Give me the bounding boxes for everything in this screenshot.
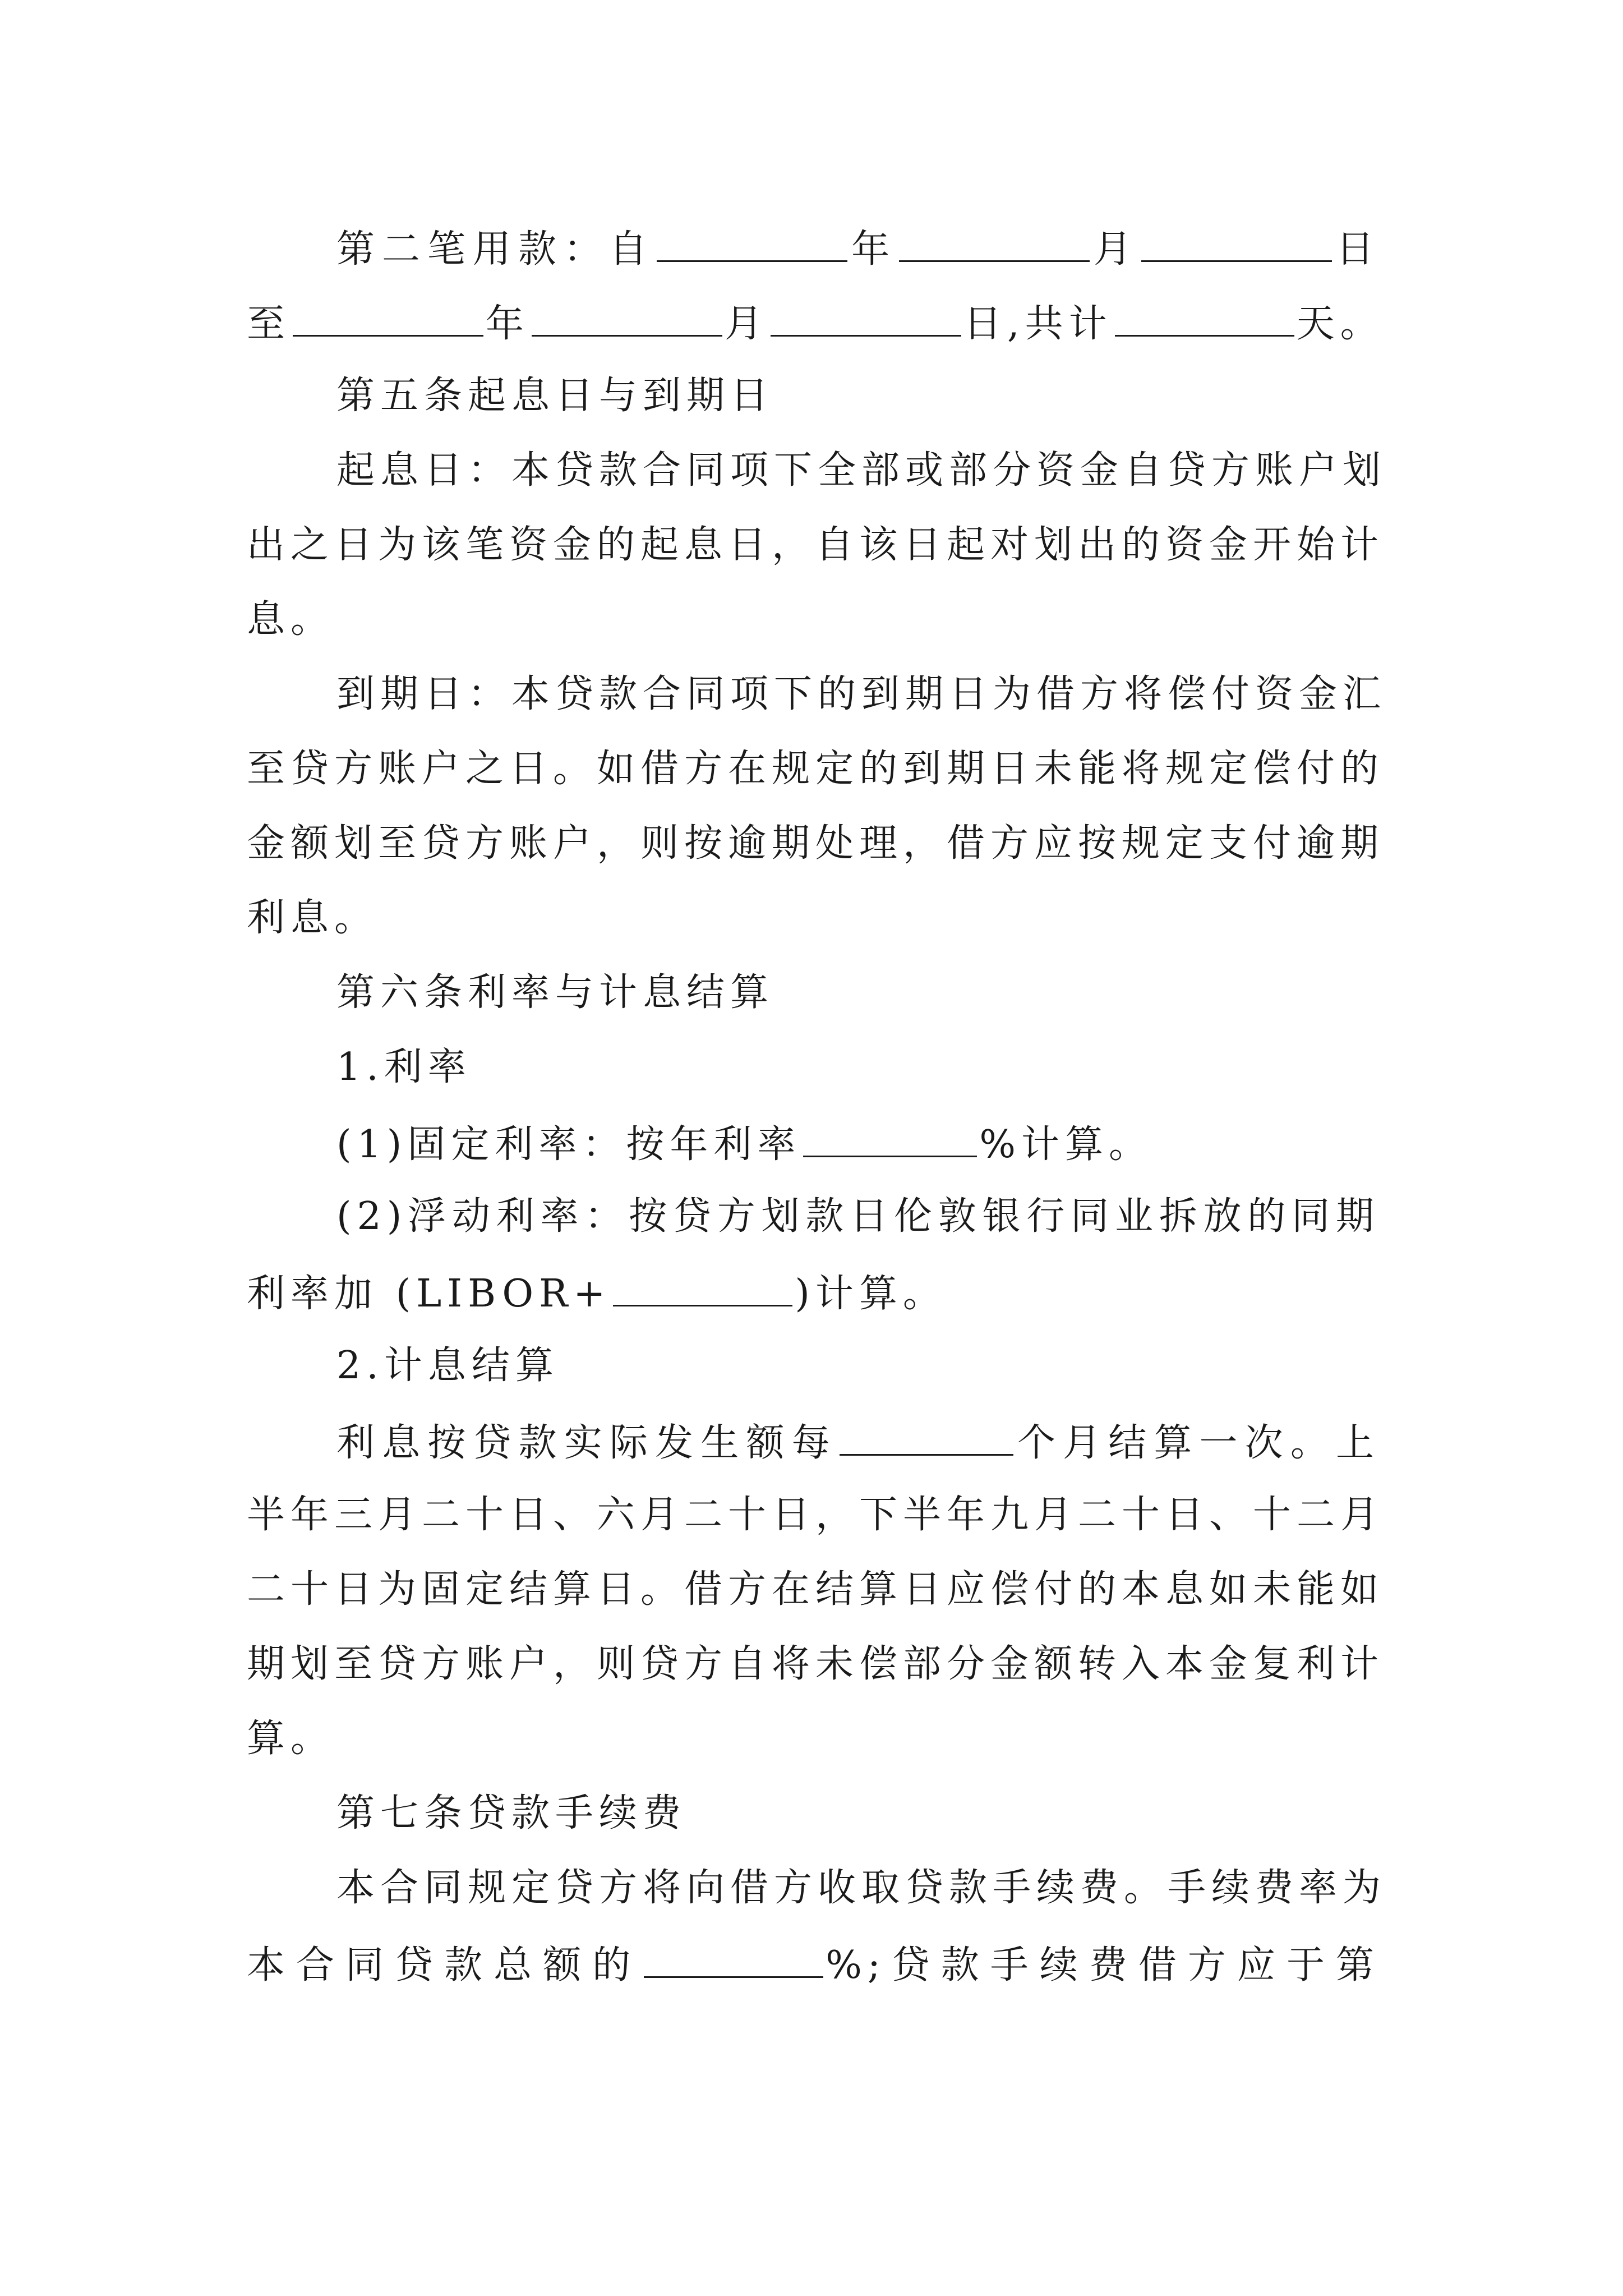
paragraph-second-drawdown-line1 bbox=[336, 219, 1380, 275]
text-segment: 至 bbox=[247, 302, 291, 346]
blank-field-annual-rate[interactable] bbox=[803, 1114, 977, 1157]
paragraph-line: 二十日为固定结算日。借方在结算日应偿付的本息如未能如 bbox=[247, 1567, 1385, 1612]
paragraph-line: 至贷方账户之日。如借方在规定的到期日未能将规定偿付的 bbox=[247, 747, 1385, 791]
paragraph-fee-rate bbox=[247, 1935, 1380, 1991]
paragraph-line: 利息。 bbox=[247, 896, 379, 940]
text-segment: %;贷款手续费借方应于第 bbox=[826, 1943, 1380, 1987]
paragraph-line: 起息日：本贷款合同项下全部或部分资金自贷方账户划 bbox=[336, 448, 1387, 493]
blank-field-year[interactable] bbox=[293, 293, 483, 337]
blank-field-months[interactable] bbox=[840, 1412, 1013, 1456]
text-segment: 利率加 (LIBOR+ bbox=[247, 1272, 611, 1316]
paragraph-line: 息。 bbox=[247, 597, 335, 642]
blank-field-month[interactable] bbox=[532, 293, 722, 337]
blank-field-days[interactable] bbox=[1115, 293, 1294, 337]
blank-field-fee-rate[interactable] bbox=[644, 1935, 823, 1978]
text-segment: 日,共计 bbox=[963, 302, 1113, 346]
paragraph-line: 算。 bbox=[247, 1717, 335, 1761]
text-segment: 日 bbox=[1334, 227, 1380, 272]
subheading-interest-rate: 1.利率 bbox=[336, 1045, 472, 1089]
text-segment: 年 bbox=[849, 227, 897, 272]
paragraph-line: 出之日为该笔资金的起息日，自该日起对划出的资金开始计 bbox=[247, 523, 1385, 567]
text-segment: %计算。 bbox=[979, 1122, 1152, 1167]
paragraph-line: 期划至贷方账户，则贷方自将未偿部分金额转入本金复利计 bbox=[247, 1642, 1385, 1686]
blank-field-month[interactable] bbox=[899, 219, 1090, 262]
heading-article-7: 第七条贷款手续费 bbox=[336, 1791, 687, 1835]
heading-article-6: 第六条利率与计息结算 bbox=[336, 970, 774, 1015]
text-segment: (1)固定利率：按年利率 bbox=[336, 1122, 801, 1167]
paragraph-second-drawdown-line2 bbox=[247, 293, 1384, 349]
blank-field-libor-margin[interactable] bbox=[613, 1263, 792, 1306]
text-segment: 年 bbox=[486, 302, 530, 346]
paragraph-settlement bbox=[336, 1412, 1380, 1469]
paragraph-line: 金额划至贷方账户，则按逾期处理，借方应按规定支付逾期 bbox=[247, 821, 1385, 866]
text-segment: )计算。 bbox=[795, 1272, 947, 1316]
text-segment: 利息按贷款实际发生额每 bbox=[336, 1421, 837, 1465]
blank-field-day[interactable] bbox=[1141, 219, 1332, 262]
paragraph-line: (2)浮动利率：按贷方划款日伦敦银行同业拆放的同期 bbox=[336, 1194, 1380, 1239]
heading-article-5: 第五条起息日与到期日 bbox=[336, 374, 774, 418]
blank-field-day[interactable] bbox=[771, 293, 961, 337]
text-segment: 月 bbox=[1091, 227, 1139, 272]
paragraph-floating-rate bbox=[247, 1263, 1380, 1319]
blank-field-year[interactable] bbox=[657, 219, 847, 262]
text-segment: 第二笔用款：自 bbox=[336, 227, 654, 272]
text-segment: 本合同贷款总额的 bbox=[247, 1943, 642, 1987]
paragraph-line: 本合同规定贷方将向借方收取贷款手续费。手续费率为 bbox=[336, 1866, 1387, 1910]
text-segment: 个月结算一次。上 bbox=[1015, 1421, 1380, 1465]
text-segment: 天。 bbox=[1296, 302, 1384, 346]
paragraph-line: 到期日：本贷款合同项下的到期日为借方将偿付资金汇 bbox=[336, 672, 1387, 716]
paragraph-fixed-rate bbox=[336, 1114, 1380, 1170]
text-segment: 月 bbox=[725, 302, 769, 346]
paragraph-line: 半年三月二十日、六月二十日，下半年九月二十日、十二月 bbox=[247, 1493, 1385, 1537]
subheading-interest-settlement: 2.计息结算 bbox=[336, 1343, 559, 1388]
